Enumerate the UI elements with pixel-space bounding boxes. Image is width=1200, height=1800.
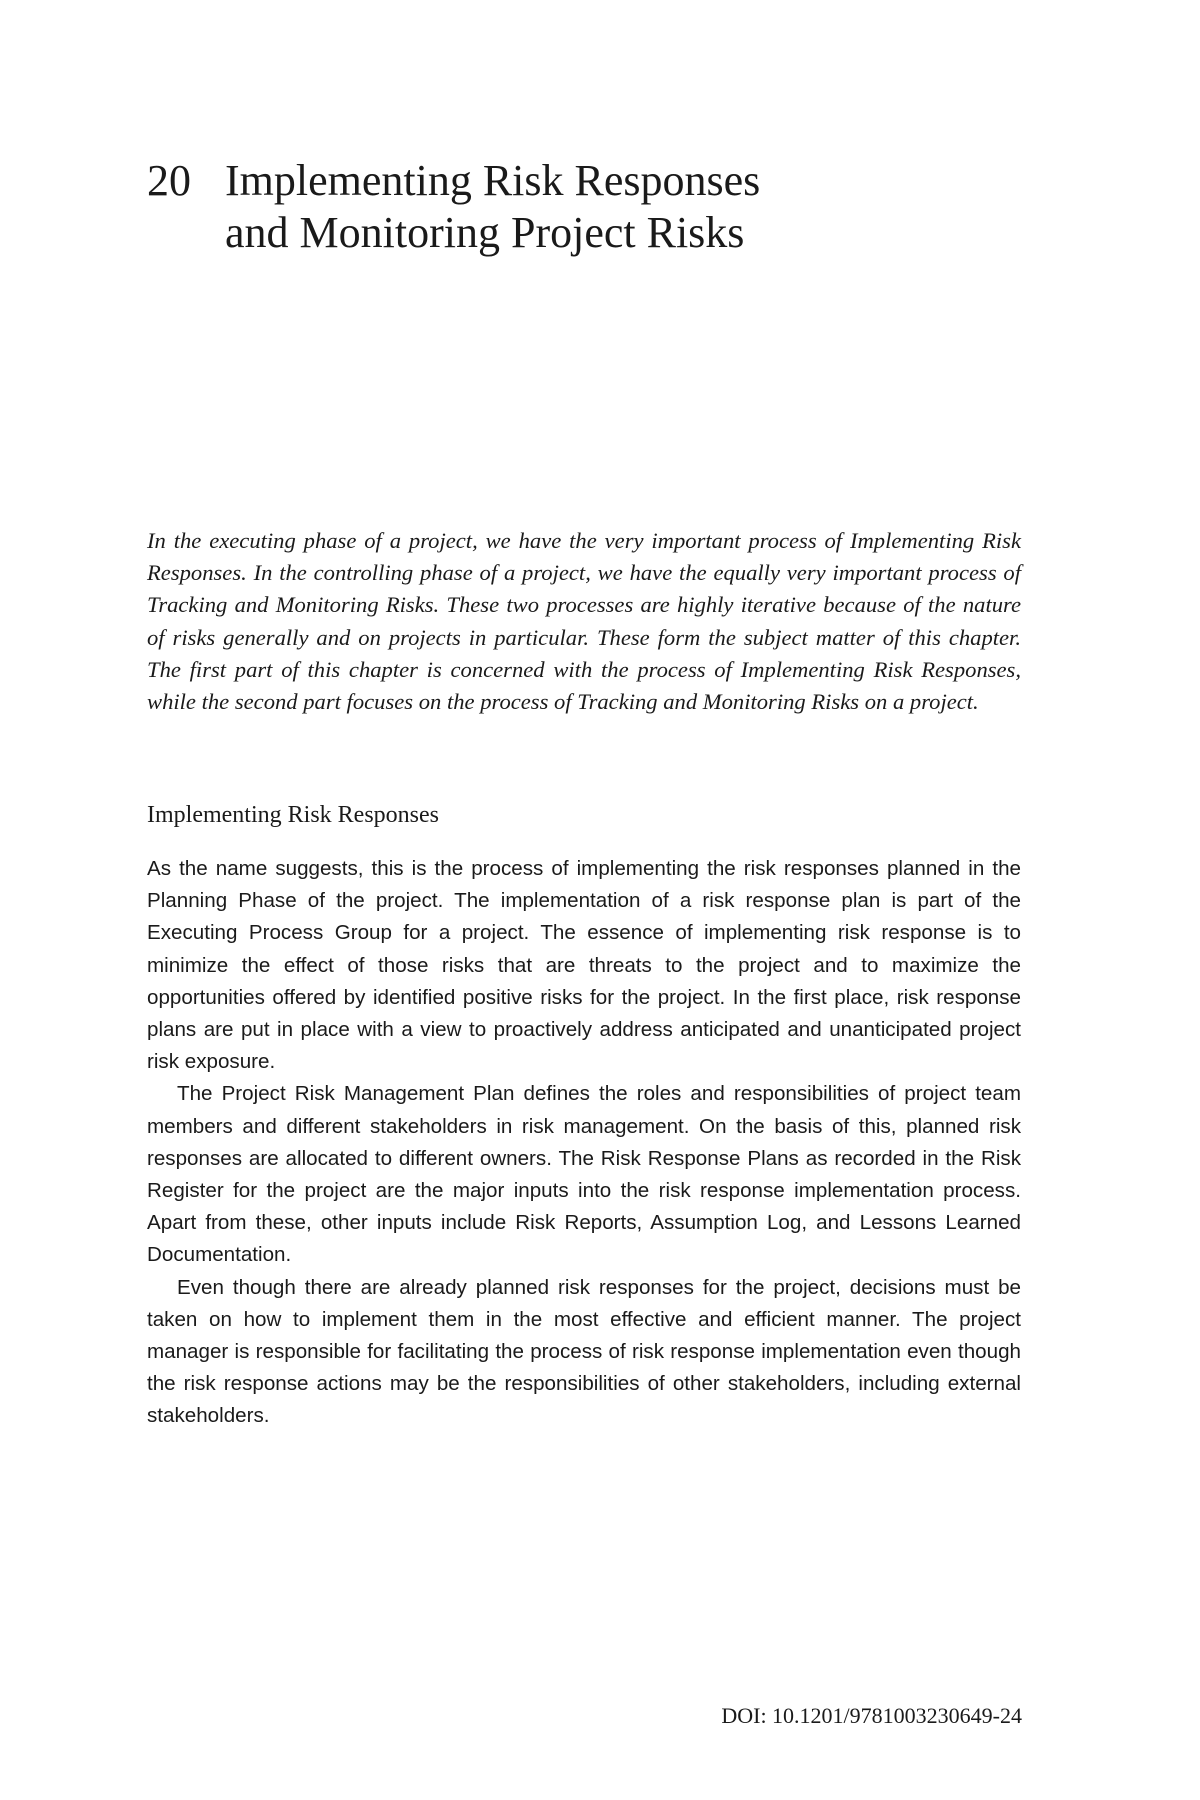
chapter-title-line-2: and Monitoring Project Risks — [225, 208, 745, 257]
chapter-number: 20 — [147, 156, 191, 205]
section-heading: Implementing Risk Responses — [147, 802, 439, 828]
section-body — [147, 853, 1021, 1433]
chapter-title — [225, 155, 865, 259]
doi-footer: DOI: 10.1201/9781003230649-24 — [721, 1703, 1022, 1728]
body-paragraph-2: The Project Risk Management Plan defines the roles and responsibilities of project team members and different stakeholders in risk management. On the basis of this, planned risk responses are allocated to different owners. The Risk Response Plans as recorded in the Risk Register for the project are the major inputs into the risk response implementation process. Apart from these, other inputs include Risk Reports, Assumption Log, and Lessons Learned Documentation. — [147, 1082, 1021, 1267]
body-paragraph-3: Even though there are already planned risk responses for the project, decisions must be taken on how to implement them in the most effective and efficient manner. The project manager is responsible for facilitating the process of risk response implementation even though the risk response actions may be the responsibilities of other stakeholders, including external stakeholders. — [147, 1275, 1021, 1428]
chapter-title-line-1: Implementing Risk Responses — [225, 156, 761, 205]
chapter-heading — [147, 155, 1047, 259]
body-paragraph-1: As the name suggests, this is the process of implementing the risk responses planned in the Planning Phase of the project. The implementation of a risk response plan is part of the Executing Process Group for a project. The essence of implementing risk response is to minimize the effect of those risks that are threats to the project and to maximize the opportunities offered by identified positive risks for the project. In the first place, risk response plans are put in place with a view to proactively address anticipated and unanticipated project risk exposure. — [147, 857, 1021, 1074]
chapter-abstract: In the executing phase of a project, we have the very important process of Implementing Risk Responses. In the controlling phase of a project, we have the equally very important process of Tracking and Monitoring Risks. These two processes are highly iterative because of the nature of risks generally and on projects in particular. These form the subject matter of this chapter. The first part of this chapter is concerned with the process of Implementing Risk Responses, while the second part focuses on the process of Tracking and Monitoring Risks on a project. — [147, 528, 1021, 715]
